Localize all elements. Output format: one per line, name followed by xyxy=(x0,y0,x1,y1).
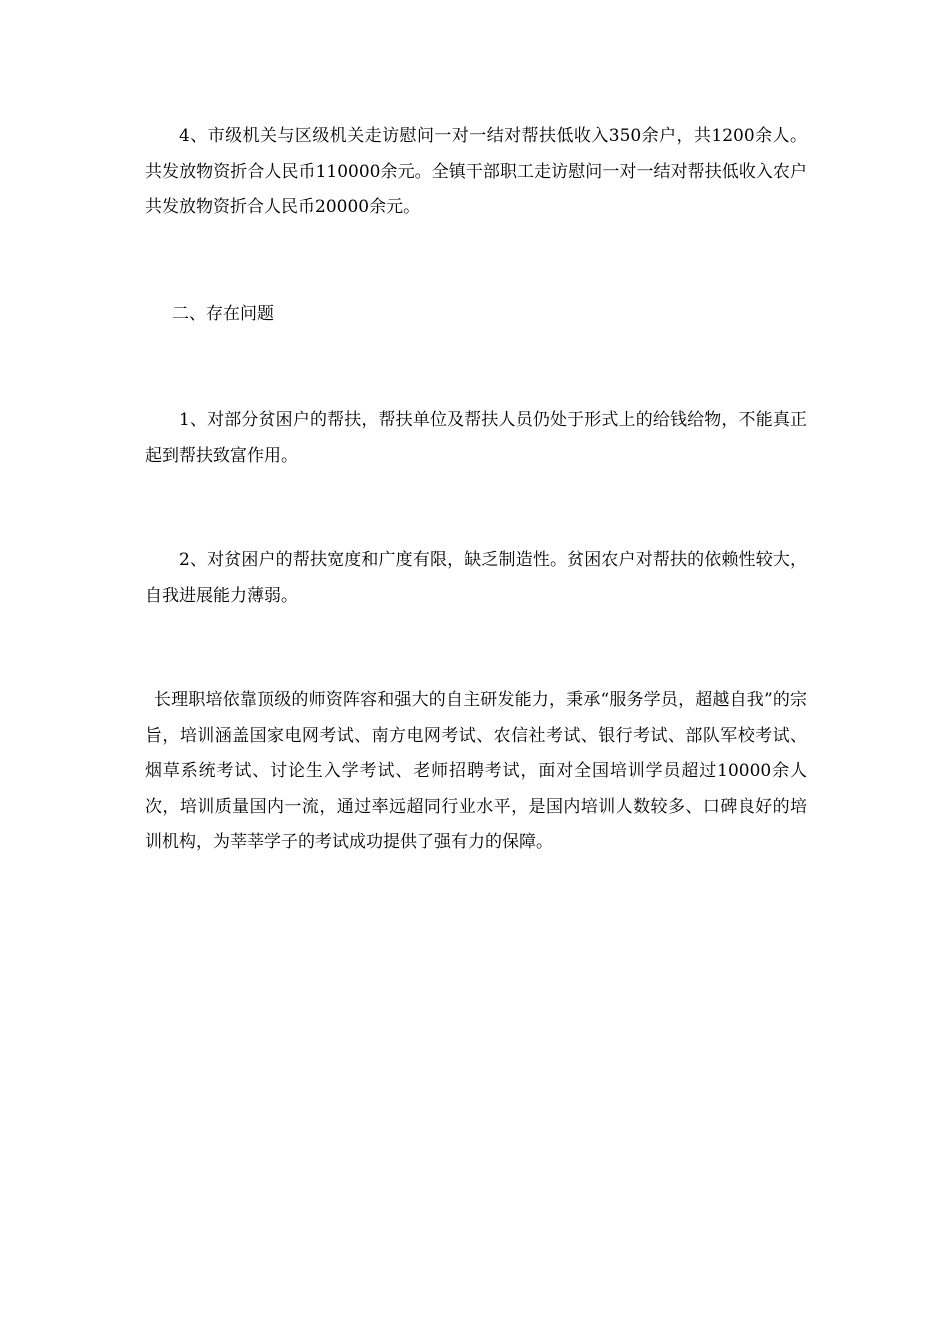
paragraph-promo: 长理职培依靠顶级的师资阵容和强大的自主研发能力，秉承“服务学员，超越自我”的宗旨，培训涵盖国家电网考试、南方电网考试、农信社考试、银行考试、部队军校考试、烟草系统考试、讨论生入学考试、老师招聘考试，面对全国培训学员超过10000余人次，培训质量国内一流，通过率远超同行业水平，是国内培训人数较多、口碑良好的培训机构，为莘莘学子的考试成功提供了强有力的保障。 xyxy=(145,690,807,852)
paragraph-issue-2: 2、对贫困户的帮扶宽度和广度有限，缺乏制造性。贫困农户对帮扶的依赖性较大，自我进展能力薄弱。 xyxy=(145,550,807,606)
paragraph-issue-1: 1、对部分贫困户的帮扶，帮扶单位及帮扶人员仍处于形式上的给钱给物，不能真正起到帮扶致富作用。 xyxy=(145,410,807,466)
paragraph-item-4: 4、市级机关与区级机关走访慰问一对一结对帮扶低收入350余户，共1200余人。共发放物资折合人民币110000余元。全镇干部职工走访慰问一对一结对帮扶低收入农户共发放物资折合人民币20000余元。 xyxy=(145,126,807,217)
section-heading-problems: 二、存在问题 xyxy=(172,304,274,324)
